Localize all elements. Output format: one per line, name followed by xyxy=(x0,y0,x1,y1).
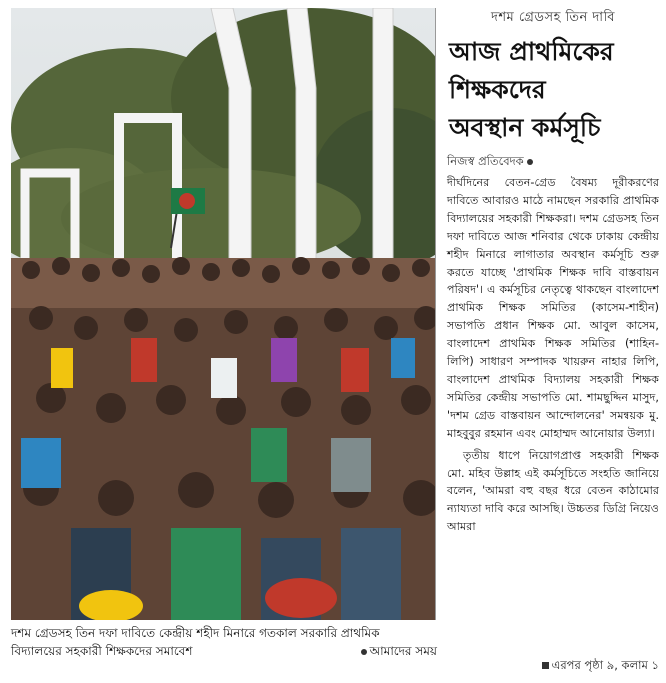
photo-credit xyxy=(358,642,437,660)
headline-line-3: অবস্থান কর্মসূচি xyxy=(449,113,601,142)
article-body xyxy=(447,174,659,536)
headline-line-1: আজ প্রাথমিকের xyxy=(449,37,614,66)
byline-text: নিজস্ব প্রতিবেদক xyxy=(447,154,524,168)
photo-caption xyxy=(11,624,437,660)
rally-photo-illustration xyxy=(11,8,435,620)
news-article xyxy=(447,6,659,676)
article-kicker: দশম গ্রেডসহ তিন দাবি xyxy=(491,10,615,25)
article-paragraph-1: দীর্ঘদিনের বেতন-গ্রেড বৈষম্য দূরীকরণের দাবিতে আবারও মাঠে নামছেন সরকারি প্রাথমিক বিদ্যালয়ের সহকারী শিক্ষকরা। দশম গ্রেডসহ তিন দফা দাবিতে আজ শনিবার থেকে ঢাকায় কেন্দ্রীয় শহীদ মিনারে লাগাতার অবস্থান কর্মসূচি শুরু করতে যাচ্ছে 'প্রাথমিক শিক্ষক দাবি বাস্তবায়ন পরিষদ'। এ কর্মসূচির নেতৃত্বে থাকছেন বাংলাদেশ প্রাথমিক শিক্ষক সমিতির (কাসেম-শাহীন) সভাপতি প্রধান শিক্ষক মো. আবুল কাসেম, বাংলাদেশ প্রাথমিক শিক্ষক সমিতির (শাহিন-লিপি) সাধারণ সম্পাদক খায়রুন নাহার লিপি, বাংলাদেশ প্রাথমিক বিদ্যালয় সহকারী শিক্ষক সমিতির কেন্দ্রীয় সভাপতি মো. শামছুদ্দিন মাসুদ, 'দশম গ্রেড বাস্তবায়ন আন্দোলনের' সমন্বয়ক মু. মাহবুবুর রহমান এবং মোহাম্মদ আনোয়ার উল্যা। xyxy=(447,176,659,440)
article-byline xyxy=(447,153,659,172)
byline-bullet-icon xyxy=(527,159,533,165)
continuation-text: এরপর পৃষ্ঠা ৯, কলাম ১ xyxy=(551,658,659,672)
caption-line-2: বিদ্যালয়ের সহকারী শিক্ষকদের সমাবেশ xyxy=(11,644,193,658)
square-bullet-icon xyxy=(542,662,549,669)
caption-line-1: দশম গ্রেডসহ তিন দফা দাবিতে কেন্দ্রীয় শহীদ মিনারে গতকাল সরকারি প্রাথমিক xyxy=(11,626,380,640)
headline-line-2: শিক্ষকদের xyxy=(449,75,546,104)
photo-credit-text: আমাদের সময় xyxy=(369,644,437,658)
continuation-note xyxy=(542,657,659,676)
article-headline xyxy=(447,33,659,147)
crowd xyxy=(11,257,435,620)
news-photo xyxy=(11,8,436,620)
bullet-icon xyxy=(361,649,367,655)
article-paragraph-2: তৃতীয় ধাপে নিয়োগপ্রাপ্ত সহকারী শিক্ষক মো. মহিব উল্লাহ এই কর্মসূচিতে সংহতি জানিয়ে বলেন, 'আমরা বহু বছর ধরে বেতন কাঠামোর ন্যায্যতা দাবি করে আসছি। উচ্চতর ডিগ্রি নিয়েও আমরা xyxy=(447,448,659,534)
